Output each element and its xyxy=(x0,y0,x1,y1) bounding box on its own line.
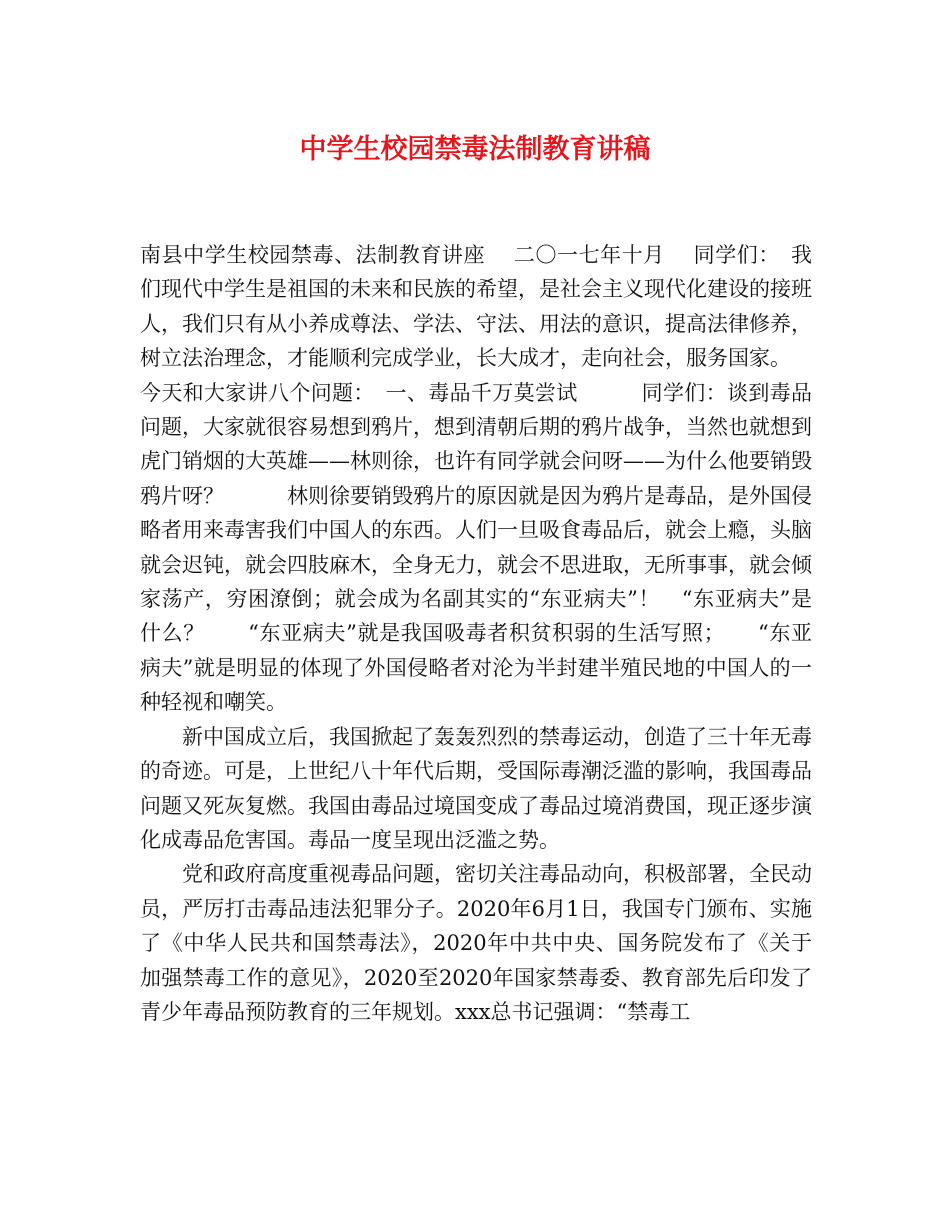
paragraph-1: 南县中学生校园禁毒、法制教育讲座 二〇一七年十月 同学们： 我们现代中学生是祖国的未来和民族的希望，是社会主义现代化建设的接班人，我们只有从小养成尊法、学法、守法、用法的意识，提高法律修养，树立法治理念，才能顺利完成学业，长大成才，走向社会，服务国家。 xyxy=(140,243,812,371)
paragraph-2: 今天和大家讲八个问题： 一、毒品千万莫尝试 同学们：谈到毒品问题，大家就很容易想到鸦片，想到清朝后期的鸦片战争，当然也就想到虎门销烟的大英雄——林则徐，也许有同学就会问呀——为什么他要销毁鸦片呀？ 林则徐要销毁鸦片的原因就是因为鸦片是毒品，是外国侵略者用来毒害我们中国人的东西。人们一旦吸食毒品后，就会上瘾，头脑就会迟钝，就会四肢麻木，全身无力，就会不思进取，无所事事，就会倾家荡产，穷困潦倒；就会成为名副其实的“东亚病夫”！ “东亚病夫”是什么？ “东亚病夫”就是我国吸毒者积贫积弱的生活写照； “东亚病夫”就是明显的体现了外国侵略者对沦为半封建半殖民地的中国人的一种轻视和嘲笑。 xyxy=(140,380,812,715)
paragraph-3: 新中国成立后，我国掀起了轰轰烈烈的禁毒运动，创造了三十年无毒的奇迹。可是，上世纪八十年代后期，受国际毒潮泛滥的影响，我国毒品问题又死灰复燃。我国由毒品过境国变成了毒品过境消费国，现正逐步演化成毒品危害国。毒品一度呈现出泛滥之势。 xyxy=(140,724,812,852)
document-body xyxy=(140,238,812,1029)
paragraph-4: 党和政府高度重视毒品问题，密切关注毒品动向，积极部署，全民动员，严厉打击毒品违法犯罪分子。2020年6月1日，我国专门颁布、实施了《中华人民共和国禁毒法》，2020年中共中央、国务院发布了《关于加强禁毒工作的意见》，2020至2020年国家禁毒委、教育部先后印发了青少年毒品预防教育的三年规划。xxx总书记强调：“禁毒工 xyxy=(140,862,812,1024)
document-title: 中学生校园禁毒法制教育讲稿 xyxy=(299,134,651,165)
